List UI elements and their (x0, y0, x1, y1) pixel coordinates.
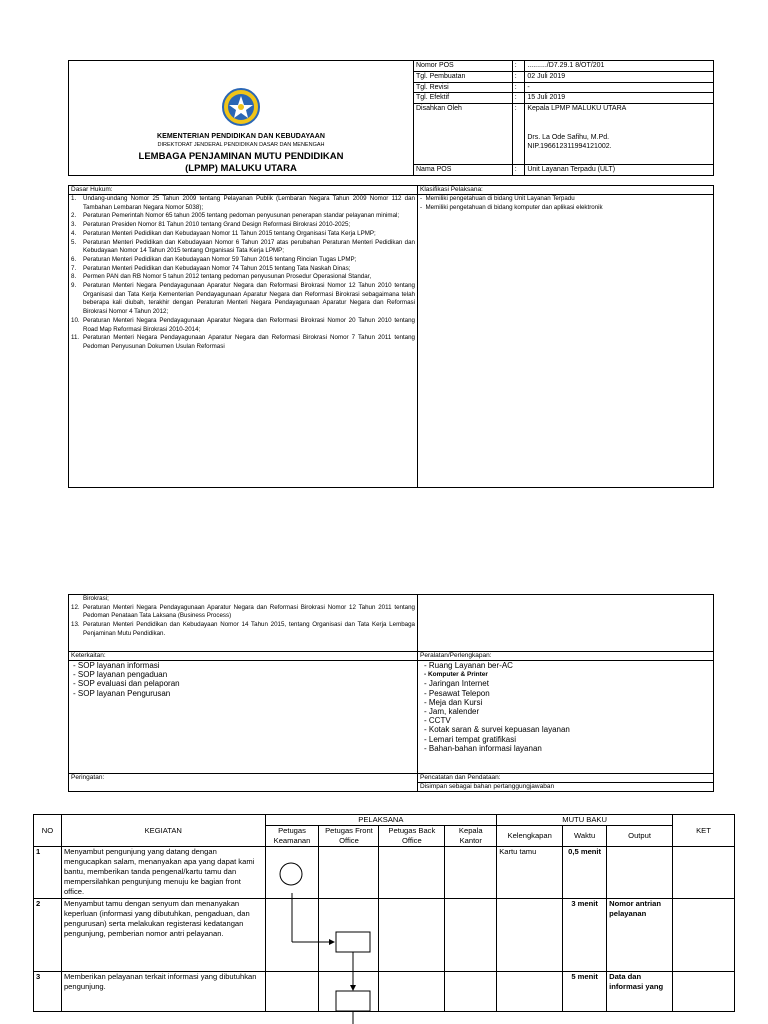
meta-value-revision: - (525, 82, 714, 93)
meta-label: Tgl. Pembuatan (414, 71, 513, 82)
equipment-item: - Jam, kalender (424, 707, 711, 716)
institution-name: LEMBAGA PENJAMINAN MUTU PENDIDIKAN (LPMP) MALUKU UTARA (138, 151, 344, 174)
organization-cell (69, 61, 414, 176)
legal-basis-item: 9. Peraturan Menteri Negara Pendayagunaan Aparatur Negara dan Reformasi Birokrasi Nomor 12 Tahun 2010 tentang Organisasi dan Tata Kerja Kementerian Pendayagunaan Aparatur Negara dan Reformasi Birokrasi sebagaimana telah beberapa kali diubah, terakhir dengan Peraturan Menteri Negara Pendayagunaan Aparatur Negara dan Reformasi Birokrasi Nomor 4 Tahun 2012; (71, 282, 415, 316)
related-heading: Keterkaitan: (69, 652, 418, 661)
equipment-item: - Pesawat Telepon (424, 689, 711, 698)
signed-label: Disahkan Oleh (414, 104, 513, 165)
recording-heading: Pencatatan dan Pendataan: (418, 774, 714, 783)
equipment-item: - Bahan-bahan informasi layanan (424, 744, 711, 753)
signed-cell (525, 104, 714, 165)
legal-basis-item: 11. Peraturan Menteri Negara Pendayagunaan Aparatur Negara dan Reformasi Birokrasi Nomor 7 Tahun 2011 tentang Pedoman Penyusunan Dokumen Usulan Reformasi (71, 334, 415, 350)
executor-header: Petugas Keamanan (265, 826, 319, 847)
legal-basis-item: 1. Undang-undang Nomor 25 Tahun 2009 tentang Pelayanan Publik (Lembaran Negara Tahun 2009 Nomor 112 dan Tambahan Lembaran Negara Nomor 5038); (71, 195, 415, 211)
legal-basis-item: 3. Peraturan Presiden Nomor 81 Tahun 2010 tentang Grand Design Reformasi Birokrasi 2010-2025; (71, 221, 351, 229)
legal-basis-item: 8. Permen PAN dan RB Nomor 5 tahun 2012 tentang pedoman penyusunan Prosedur Operasional Standar, (71, 273, 372, 281)
signer-nip: NIP.196612311994121002. (527, 143, 612, 151)
middle-table (68, 594, 714, 792)
col-no-header: NO (34, 815, 62, 847)
legal-basis-list (69, 195, 418, 488)
signed-by-value: Kepala LPMP MALUKU UTARA (527, 105, 627, 113)
qualification-item: - Memiliki pengetahuan di bidang Unit Layanan Terpadu (420, 195, 575, 202)
table-row: 3 Memberikan pelayanan terkait informasi yang dibutuhkan pengunjung. 5 menit Data dan informasi yang (34, 972, 735, 1012)
related-item: - SOP evaluasi dan pelaporan (73, 679, 415, 688)
related-item: - SOP layanan Pengurusan (73, 689, 415, 698)
meta-label: Tgl. Revisi (414, 82, 513, 93)
pos-name-value: Unit Layanan Terpadu (ULT) (525, 165, 714, 176)
equipment-item: - Meja dan Kursi (424, 698, 711, 707)
executor-header: Petugas Front Office (319, 826, 379, 847)
legal-basis-item: 5. Peraturan Menteri Pedidikan dan Kebudayaan Nomor 6 Tahun 2017 atas perubahan Peraturan Menteri Pedidikan dan Kebudayaan Nomor 14 Tahun 2015 tentang Organisasi Tata Kerja LPMP; (71, 238, 415, 255)
ministry-logo-icon (221, 87, 261, 127)
qualifications-list (418, 195, 714, 488)
col-note-header: KET (673, 815, 735, 847)
related-list (69, 661, 418, 774)
flow-start-circle-icon (278, 861, 304, 887)
warning-heading: Peringatan: (69, 774, 418, 792)
meta-value-effective: 15 Juli 2019 (525, 93, 714, 104)
legal-basis-continued: Birokrasi; 12. Peraturan Menteri Negara Pendayagunaan Aparatur Negara dan Reformasi Birokrasi Nomor 12 Tahun 2011 tentang Pedoman Penataan Tata Laksana (Business Process) 13. Peraturan Menteri Pendidikan dan Kebudayaan Nomor 14 Tahun 2015, tentang Organisasi dan Tata Kerja Lembaga Penjaminan Mutu Pendidikan. (69, 595, 418, 652)
ministry-name: KEMENTERIAN PENDIDIKAN DAN KEBUDAYAAN (156, 133, 326, 140)
col-executor-header: PELAKSANA (265, 815, 497, 826)
executor-header: Kepala Kantor (445, 826, 497, 847)
sop-activity-table (33, 814, 735, 1012)
qualification-item: - Memiliki pengetahuan di bidang komputer dan aplikasi elektronik (420, 203, 603, 211)
equipment-item: - CCTV (424, 716, 711, 725)
equipment-item: - Ruang Layanan ber-AC (424, 661, 711, 670)
pos-name-label: Nama POS (414, 165, 513, 176)
directorate-name: DIREKTORAT JENDERAL PENDIDIKAN DASAR DAN MENENGAH (157, 142, 325, 148)
meta-value-created: 02 Juli 2019 (525, 71, 714, 82)
related-item: - SOP layanan pengaduan (73, 670, 415, 679)
standard-header: Waktu (563, 826, 607, 847)
col-standard-header: MUTU BAKU (497, 815, 673, 826)
standard-header: Kelengkapan (497, 826, 563, 847)
equipment-item: - Kotak saran & survei kepuasan layanan (424, 725, 711, 734)
meta-value-nomor: ........../D7.29.1 8/OT/201 (525, 61, 714, 72)
equipment-item: - Jaringan Internet (424, 679, 711, 688)
col-activity-header: KEGIATAN (61, 815, 265, 847)
equipment-heading: Peralatan/Perlengkapan: (418, 652, 714, 661)
equipment-item: - Komputer & Printer (424, 670, 711, 679)
legal-basis-item: 2. Peraturan Pemerintah Nomor 65 tahun 2005 tentang pedoman penyusunan penerapan standar pelayanan minimal; (71, 212, 400, 220)
executor-header: Petugas Back Office (379, 826, 445, 847)
header-table: KEMENTERIAN PENDIDIKAN DAN KEBUDAYAAN DIREKTORAT JENDERAL PENDIDIKAN DASAR DAN MENENGAH LEMBAGA PENJAMINAN MUTU PENDIDIKAN (LPMP) MALUKU UTARA Nomor POS : ........../D7.29.1 8/OT/201 Tgl. Pembuatan : 02 Juli 2019 Tgl. Revisi : - Tgl. Efektif : 15 Juli 2019 Disahkan Oleh : Kepala LPMP MALUKU UTARA Drs. La Ode Safihu, M.Pd. NIP.196612311994121002. Nama POS : Unit Layanan Terpadu (ULT) (68, 60, 714, 176)
recording-text: Disimpan sebagai bahan pertanggungjawaban (418, 783, 714, 792)
basis-table (68, 185, 714, 488)
meta-label: Nomor POS (414, 61, 513, 72)
qualifications-heading: Klasifikasi Pelaksana: (418, 186, 714, 195)
equipment-item: - Lemari tempat gratifikasi (424, 735, 711, 744)
related-item: - SOP layanan informasi (73, 661, 415, 670)
legal-basis-item: 6. Peraturan Menteri Pedidikan dan Kebudayaan Nomor 59 Tahun 2016 tentang Rincian Tugas LPMP; (71, 255, 357, 263)
meta-label: Tgl. Efektif (414, 93, 513, 104)
table-row: 1 Menyambut pengunjung yang datang dengan mengucapkan salam, menanyakan apa yang dapat kami bantu, memberikan tanda pengenal/kartu tamu dan mempersilahkan pengunjung menuju ke bagian front office. Kartu tamu 0,5 menit (34, 847, 735, 899)
legal-basis-item: 7. Peraturan Menteri Pedidikan dan Kebudayaan Nomor 74 Tahun 2015 tentang Tata Naskah Dinas; (71, 264, 351, 272)
legal-basis-item: 13. Peraturan Menteri Pendidikan dan Kebudayaan Nomor 14 Tahun 2015, tentang Organisasi dan Tata Kerja Lembaga Penjaminan Mutu Pendidikan. (71, 621, 415, 637)
standard-header: Output (607, 826, 673, 847)
legal-basis-item: 4. Peraturan Menteri Pedidikan dan Kebudayaan Nomor 11 Tahun 2015 tentang Organisasi Tata Kerja LPMP; (71, 229, 376, 237)
signer-name: Drs. La Ode Safihu, M.Pd. (527, 134, 610, 142)
legal-basis-heading: Dasar Hukum: (69, 186, 418, 195)
legal-basis-item: 12. Peraturan Menteri Negara Pendayagunaan Aparatur Negara dan Reformasi Birokrasi Nomor 12 Tahun 2011 tentang Pedoman Penataan Tata Laksana (Business Process) (71, 603, 415, 620)
table-row: 2 Menyambut tamu dengan senyum dan menanyakan keperluan (informasi yang dibutuhkan, pengaduan, dan pengurusan) serta melakukan registerasi kedatangan pengunjung, pemberian nomor antri pelayanan. 3 menit Nomor antrian pelayanan (34, 899, 735, 972)
legal-basis-item: 10. Peraturan Menteri Negara Pendayagunaan Aparatur Negara dan Reformasi Birokrasi Nomor 20 Tahun 2010 tentang Road Map Reformasi Birokrasi 2010-2014; (71, 316, 415, 333)
equipment-list (418, 661, 714, 774)
